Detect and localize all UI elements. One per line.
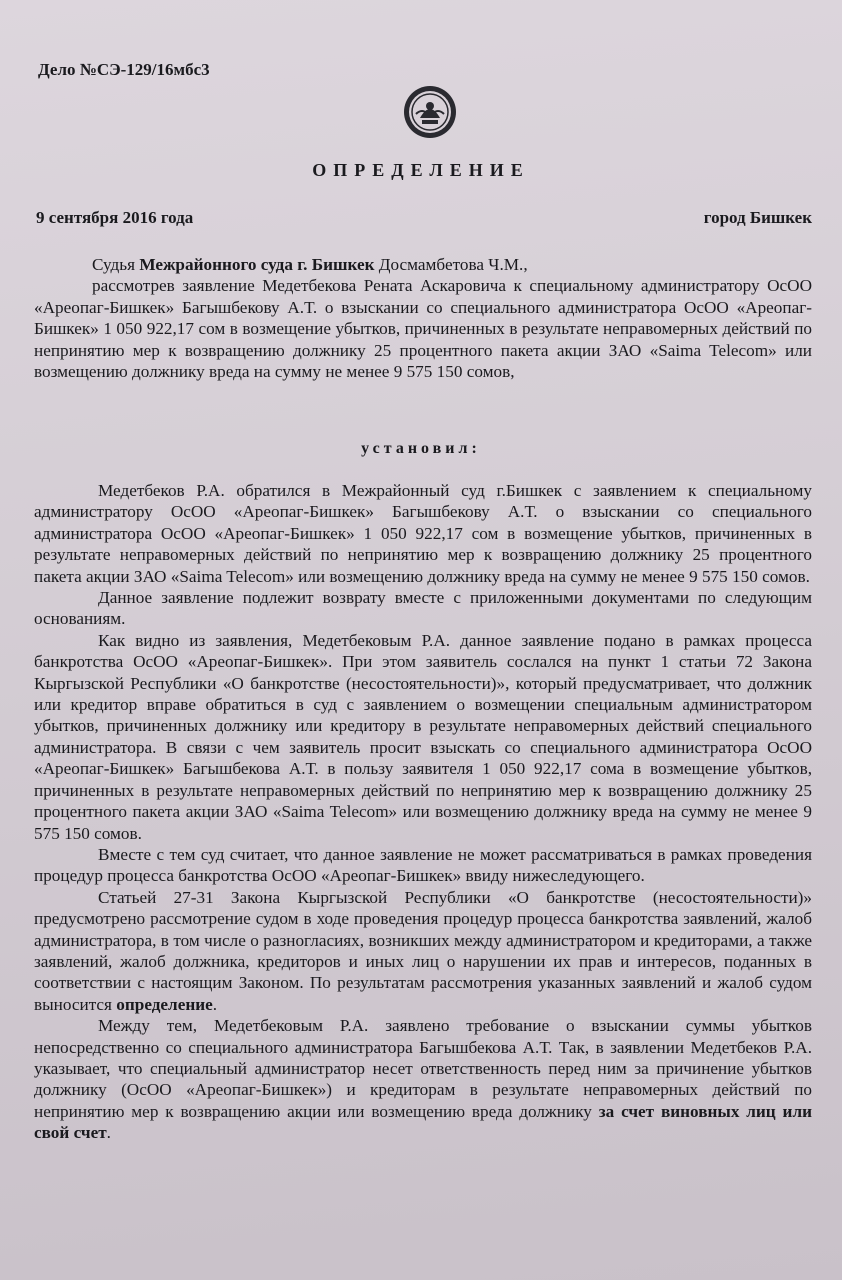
paragraph-3: Как видно из заявления, Медетбековым Р.А. данное заявление подано в рамках процесса банкротства ОсОО «Ареопаг-Бишкек». При этом заявитель сослался на пункт 1 статьи 72 Закона Кыргызской Республики «О банкротстве (несостоятельности)», который предусматривает, что должник или кредитор вправе обратиться в суд с заявлением о возмещении специальным администратором убытков, причиненных должнику или кредитору в результате неправомерных действий специального администратора. В связи с чем заявитель просит взыскать со специального администратора ОсОО «Ареопаг-Бишкек» Багышбекова А.Т. в пользу заявителя 1 050 922,17 сома в возмещение убытков, причиненных в результате неправомерных действий по непринятию мер к возвращению должнику 25 процентного пакета акции ЗАО «Saima Telecom» или возмещению должнику вреда на сумму не менее 9 575 150 сомов. xyxy=(34,630,812,843)
paragraph-4: Вместе с тем суд считает, что данное заявление не может рассматриваться в рамках проведения процедур процесса банкротства ОсОО «Ареопаг-Бишкек» ввиду нижеследующего. xyxy=(34,844,812,886)
section-heading: установил: xyxy=(361,440,481,457)
paragraph-6-text: Между тем, Медетбековым Р.А. заявлено требование о взыскании суммы убытков непосредственно со специального администратора Багышбекова А.Т. Так, в заявлении Медетбеков Р.А. указывает, что специальный администратор несет ответственность перед ним за причинение убытков должнику (ОсОО «Ареопаг-Бишкек») и кредиторам в результате неправомерных действий по непринятию мер к возвращению акции или возмещению вреда должнику xyxy=(34,1016,812,1121)
paragraph-6-bold: за счет виновных лиц или свой счет xyxy=(34,1101,812,1143)
judge-prefix: Судья xyxy=(92,255,140,274)
judge-suffix: Досмамбетова Ч.М., xyxy=(374,255,528,274)
paragraph-6 xyxy=(34,1015,812,1143)
document-title: ОПРЕДЕЛЕНИЕ xyxy=(312,160,530,180)
paragraph-5-bold: определение xyxy=(116,994,213,1014)
paragraph-5-text: Статьей 27-31 Закона Кыргызской Республики «О банкротстве (несостоятельности)» предусмотрено рассмотрение судом в ходе проведения процедур процесса банкротства заявлений, жалоб администратора, в том числе о разногласиях, возникших между администратором и кредиторами, а также заявлений, жалоб должника, кредиторов и иных лиц о нарушении их прав и интересов, поданных в соответствии с настоящим Законом. По результатам рассмотрения указанных заявлений и жалоб судом выносится xyxy=(34,887,812,1014)
paragraph-5-end: . xyxy=(212,994,218,1014)
document-city: город Бишкек xyxy=(703,208,812,227)
document-date: 9 сентября 2016 года xyxy=(36,208,194,227)
judge-line xyxy=(34,254,812,275)
considered-paragraph: рассмотрев заявление Медетбекова Рената Аскаровича к специальному администратору ОсОО «Ареопаг-Бишкек» Багышбекову А.Т. о взыскании со специального администратора ОсОО «Ареопаг-Бишкек» 1 050 922,17 сом в возмещение убытков, причиненных в результате неправомерных действий по непринятию мер к возвращению должнику 25 процентного пакета акции ЗАО «Saima Telecom» или возмещению должнику вреда на сумму не менее 9 575 150 сомов, xyxy=(34,276,812,382)
kyrgyz-state-emblem-icon xyxy=(402,84,458,140)
case-number: Дело №СЭ-129/16мбс3 xyxy=(38,60,210,79)
main-text xyxy=(34,480,812,1144)
court-name: Межрайонного суда г. Бишкек xyxy=(139,255,375,274)
paragraph-2: Данное заявление подлежит возврату вместе с приложенными документами по следующим основаниям. xyxy=(34,588,812,629)
paragraph-5 xyxy=(34,887,812,1015)
intro-block xyxy=(34,254,812,382)
paragraph-6-end: . xyxy=(106,1123,111,1143)
paragraph-1: Медетбеков Р.А. обратился в Межрайонный суд г.Бишкек с заявлением к специальному администратору ОсОО «Ареопаг-Бишкек» Багышбекову А.Т. о взыскании со специального администратора ОсОО «Ареопаг-Бишкек» 1 050 922,17 сом в возмещение убытков, причиненных в результате неправомерных действий по непринятию мер к возвращению должнику 25 процентного пакета акции ЗАО «Saima Telecom» или возмещению должнику вреда на сумму не менее 9 575 150 сомов. xyxy=(34,481,812,586)
